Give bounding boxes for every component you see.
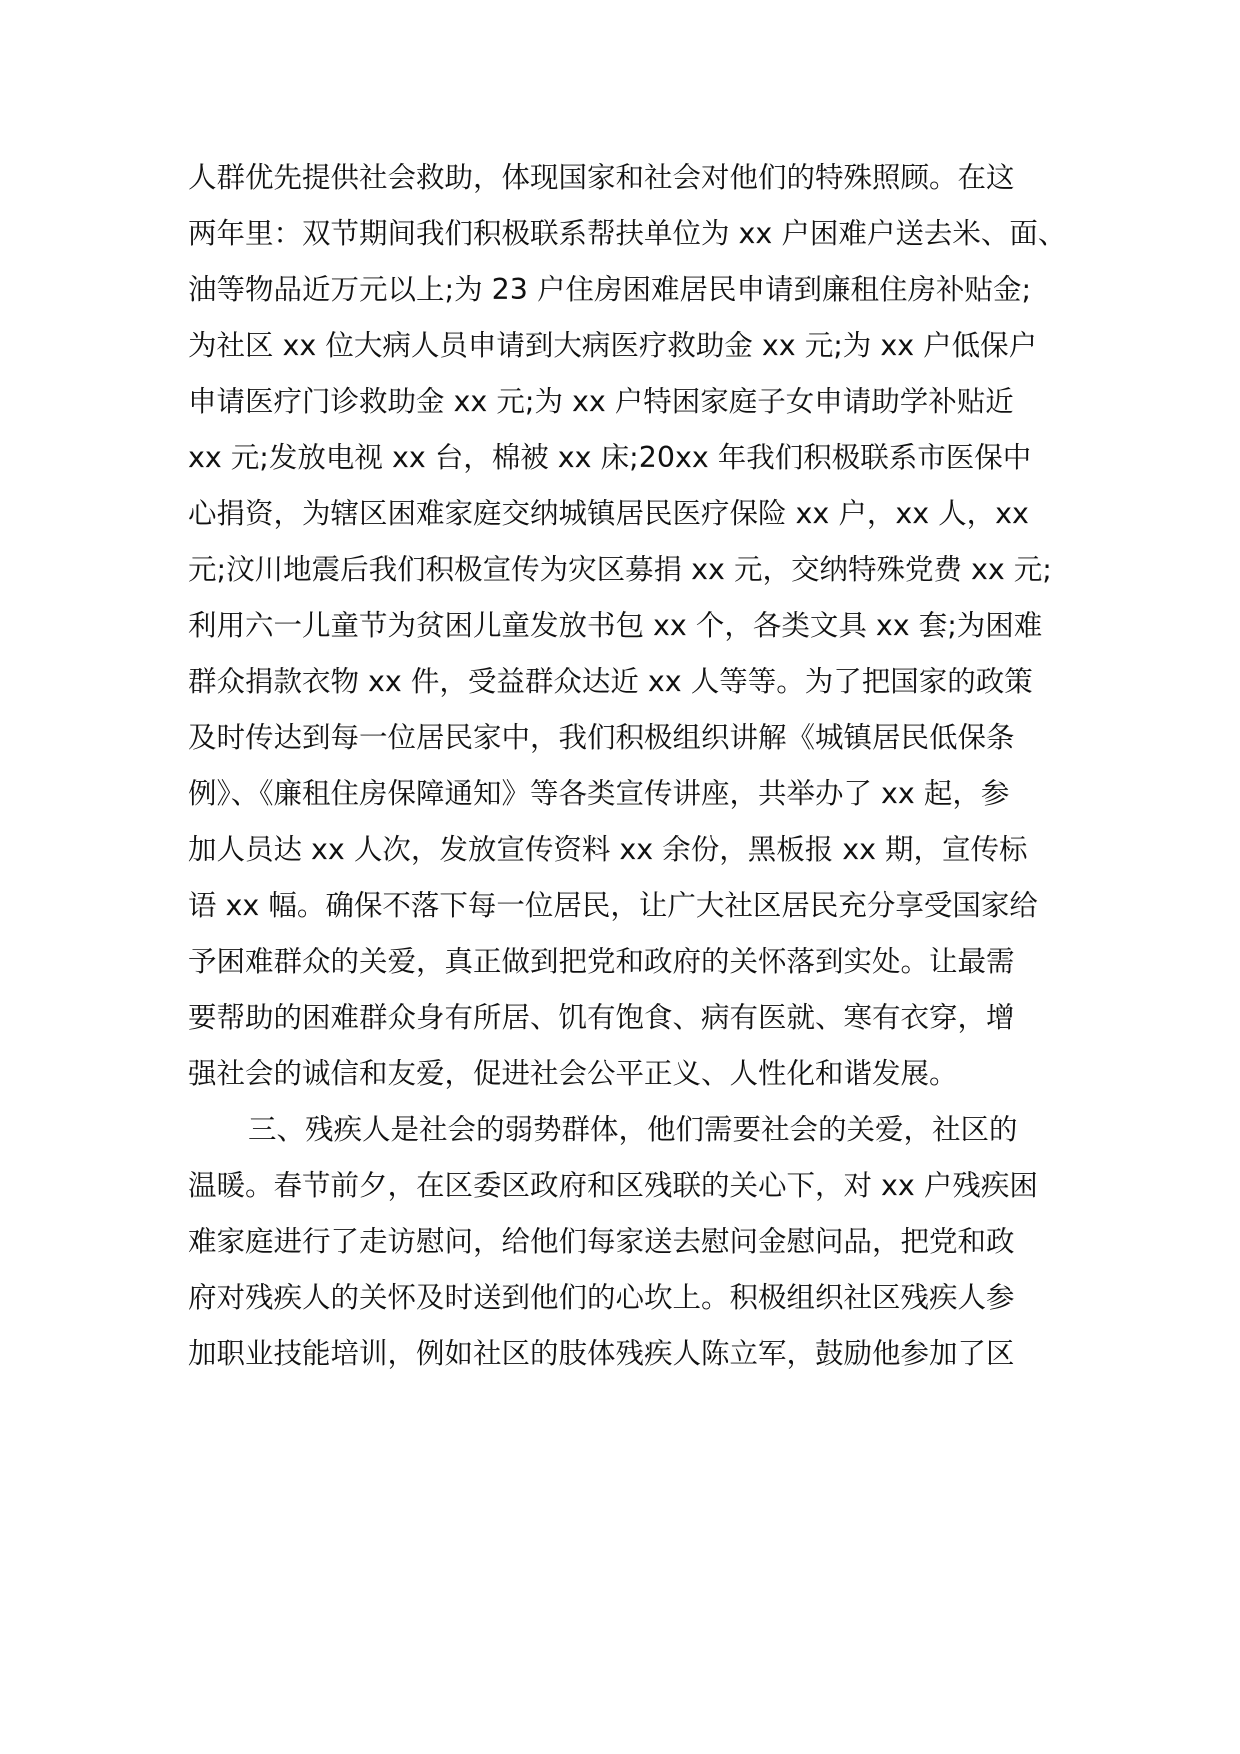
body-text-line: 群众捐款衣物 xx 件，受益群众达近 xx 人等等。为了把国家的政策: [188, 665, 1033, 698]
body-text-line: 及时传达到每一位居民家中，我们积极组织讲解《城镇居民低保条: [188, 721, 1015, 754]
body-text-line: 利用六一儿童节为贫困儿童发放书包 xx 个，各类文具 xx 套;为困难: [188, 609, 1043, 642]
body-text-line: 予困难群众的关爱，真正做到把党和政府的关怀落到实处。让最需: [188, 945, 1015, 978]
body-text-line: 人群优先提供社会救助，体现国家和社会对他们的特殊照顾。在这: [188, 161, 1015, 194]
body-text-line: 两年里：双节期间我们积极联系帮扶单位为 xx 户困难户送去米、面、: [188, 217, 1067, 250]
body-text-line: 油等物品近万元以上;为 23 户住房困难居民申请到廉租住房补贴金;: [188, 273, 1032, 306]
body-text-line: 强社会的诚信和友爱，促进社会公平正义、人性化和谐发展。: [188, 1057, 958, 1090]
body-text-line: 温暖。春节前夕，在区委区政府和区残联的关心下，对 xx 户残疾困: [188, 1169, 1038, 1202]
body-text-line: 语 xx 幅。确保不落下每一位居民，让广大社区居民充分享受国家给: [188, 889, 1038, 922]
body-text-line: xx 元;发放电视 xx 台，棉被 xx 床;20xx 年我们积极联系市医保中: [188, 441, 1032, 474]
body-text-line: 例》、《廉租住房保障通知》等各类宣传讲座，共举办了 xx 起，参: [188, 777, 1010, 810]
body-text-line: 元;汶川地震后我们积极宣传为灾区募捐 xx 元，交纳特殊党费 xx 元;: [188, 553, 1052, 586]
body-text-line: 申请医疗门诊救助金 xx 元;为 xx 户特困家庭子女申请助学补贴近: [188, 385, 1014, 418]
body-text-line: 要帮助的困难群众身有所居、饥有饱食、病有医就、寒有衣穿，增: [188, 1001, 1015, 1034]
body-text-line: 心捐资，为辖区困难家庭交纳城镇居民医疗保险 xx 户，xx 人，xx: [188, 497, 1029, 530]
body-text-line: 加职业技能培训，例如社区的肢体残疾人陈立军，鼓励他参加了区: [188, 1337, 1015, 1370]
body-text-line: 府对残疾人的关怀及时送到他们的心坎上。积极组织社区残疾人参: [188, 1281, 1015, 1314]
body-text-line: 加人员达 xx 人次，发放宣传资料 xx 余份，黑板报 xx 期，宣传标: [188, 833, 1028, 866]
paragraph-first-line: 三、残疾人是社会的弱势群体，他们需要社会的关爱，社区的: [248, 1113, 1018, 1146]
body-text-line: 难家庭进行了走访慰问，给他们每家送去慰问金慰问品，把党和政: [188, 1225, 1015, 1258]
body-text-line: 为社区 xx 位大病人员申请到大病医疗救助金 xx 元;为 xx 户低保户: [188, 329, 1038, 362]
